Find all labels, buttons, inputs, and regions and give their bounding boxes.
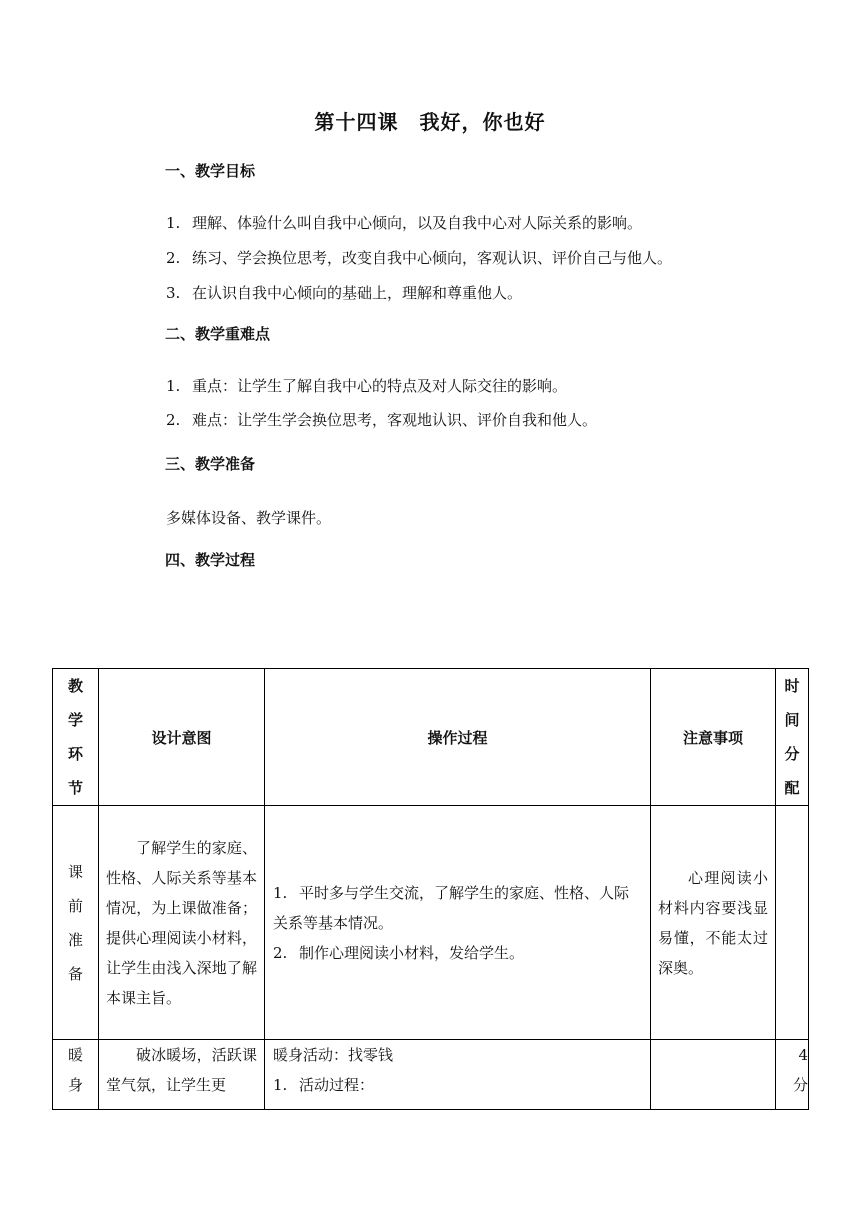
header-notes: 注意事项: [651, 669, 776, 806]
process-step: 1. 活动过程：: [273, 1076, 375, 1094]
process-cell: [265, 806, 651, 1040]
section-heading-objectives: 一、教学目标: [165, 162, 256, 180]
notes-cell: 心理阅读小材料内容要浅显易懂，不能太过深奥。: [651, 806, 776, 1040]
item-text: 在认识自我中心倾向的基础上，理解和尊重他人。: [192, 284, 523, 302]
list-item: [166, 212, 642, 233]
process-cell: [265, 1040, 651, 1110]
item-number: 1.: [166, 377, 181, 395]
item-number: 2.: [166, 249, 181, 267]
section-heading-process: 四、教学过程: [165, 551, 256, 569]
header-process: 操作过程: [265, 669, 651, 806]
list-item: [166, 282, 522, 303]
stage-cell: 课 前 准 备: [53, 806, 99, 1040]
item-text: 理解、体验什么叫自我中心倾向，以及自我中心对人际关系的影响。: [192, 214, 643, 232]
design-cell: 了解学生的家庭、性格、人际关系等基本情况，为上课做准备；提供心理阅读小材料，让学生由浅入深地了解本课主旨。: [99, 806, 265, 1040]
page-title: 第十四课 我好，你也好: [314, 110, 546, 134]
item-number: 3.: [166, 284, 181, 302]
process-step: 2. 制作心理阅读小材料，发给学生。: [273, 943, 525, 962]
list-item: [166, 409, 597, 430]
header-time: 时 间 分 配: [776, 669, 809, 806]
item-text: 练习、学会换位思考，改变自我中心倾向，客观认识、评价自己与他人。: [192, 249, 673, 267]
design-cell: 破冰暖场，活跃课堂气氛，让学生更: [99, 1040, 265, 1110]
teaching-process-table: [52, 668, 809, 1110]
time-cell: 4 分: [776, 1040, 809, 1110]
preparation-text: 多媒体设备、教学课件。: [166, 509, 332, 527]
section-heading-key-points: 二、教学重难点: [165, 325, 271, 343]
item-text: 重点：让学生了解自我中心的特点及对人际交往的影响。: [192, 377, 568, 395]
table-row: [53, 1040, 809, 1110]
list-item: [166, 375, 567, 396]
header-design: 设计意图: [99, 669, 265, 806]
table-header-row: [53, 669, 809, 806]
notes-cell: [651, 1040, 776, 1110]
header-stage: 教 学 环 节: [53, 669, 99, 806]
item-number: 1.: [166, 214, 181, 232]
stage-cell: 暖 身: [53, 1040, 99, 1110]
process-title: 暖身活动：找零钱: [273, 1046, 394, 1064]
section-heading-preparation: 三、教学准备: [165, 455, 256, 473]
list-item: [166, 247, 672, 268]
time-cell: [776, 806, 809, 1040]
table-row: [53, 806, 809, 1040]
item-text: 难点：让学生学会换位思考，客观地认识、评价自我和他人。: [192, 411, 598, 429]
item-number: 2.: [166, 411, 181, 429]
process-step: 1. 平时多与学生交流，了解学生的家庭、性格、人际关系等基本情况。: [273, 883, 630, 932]
